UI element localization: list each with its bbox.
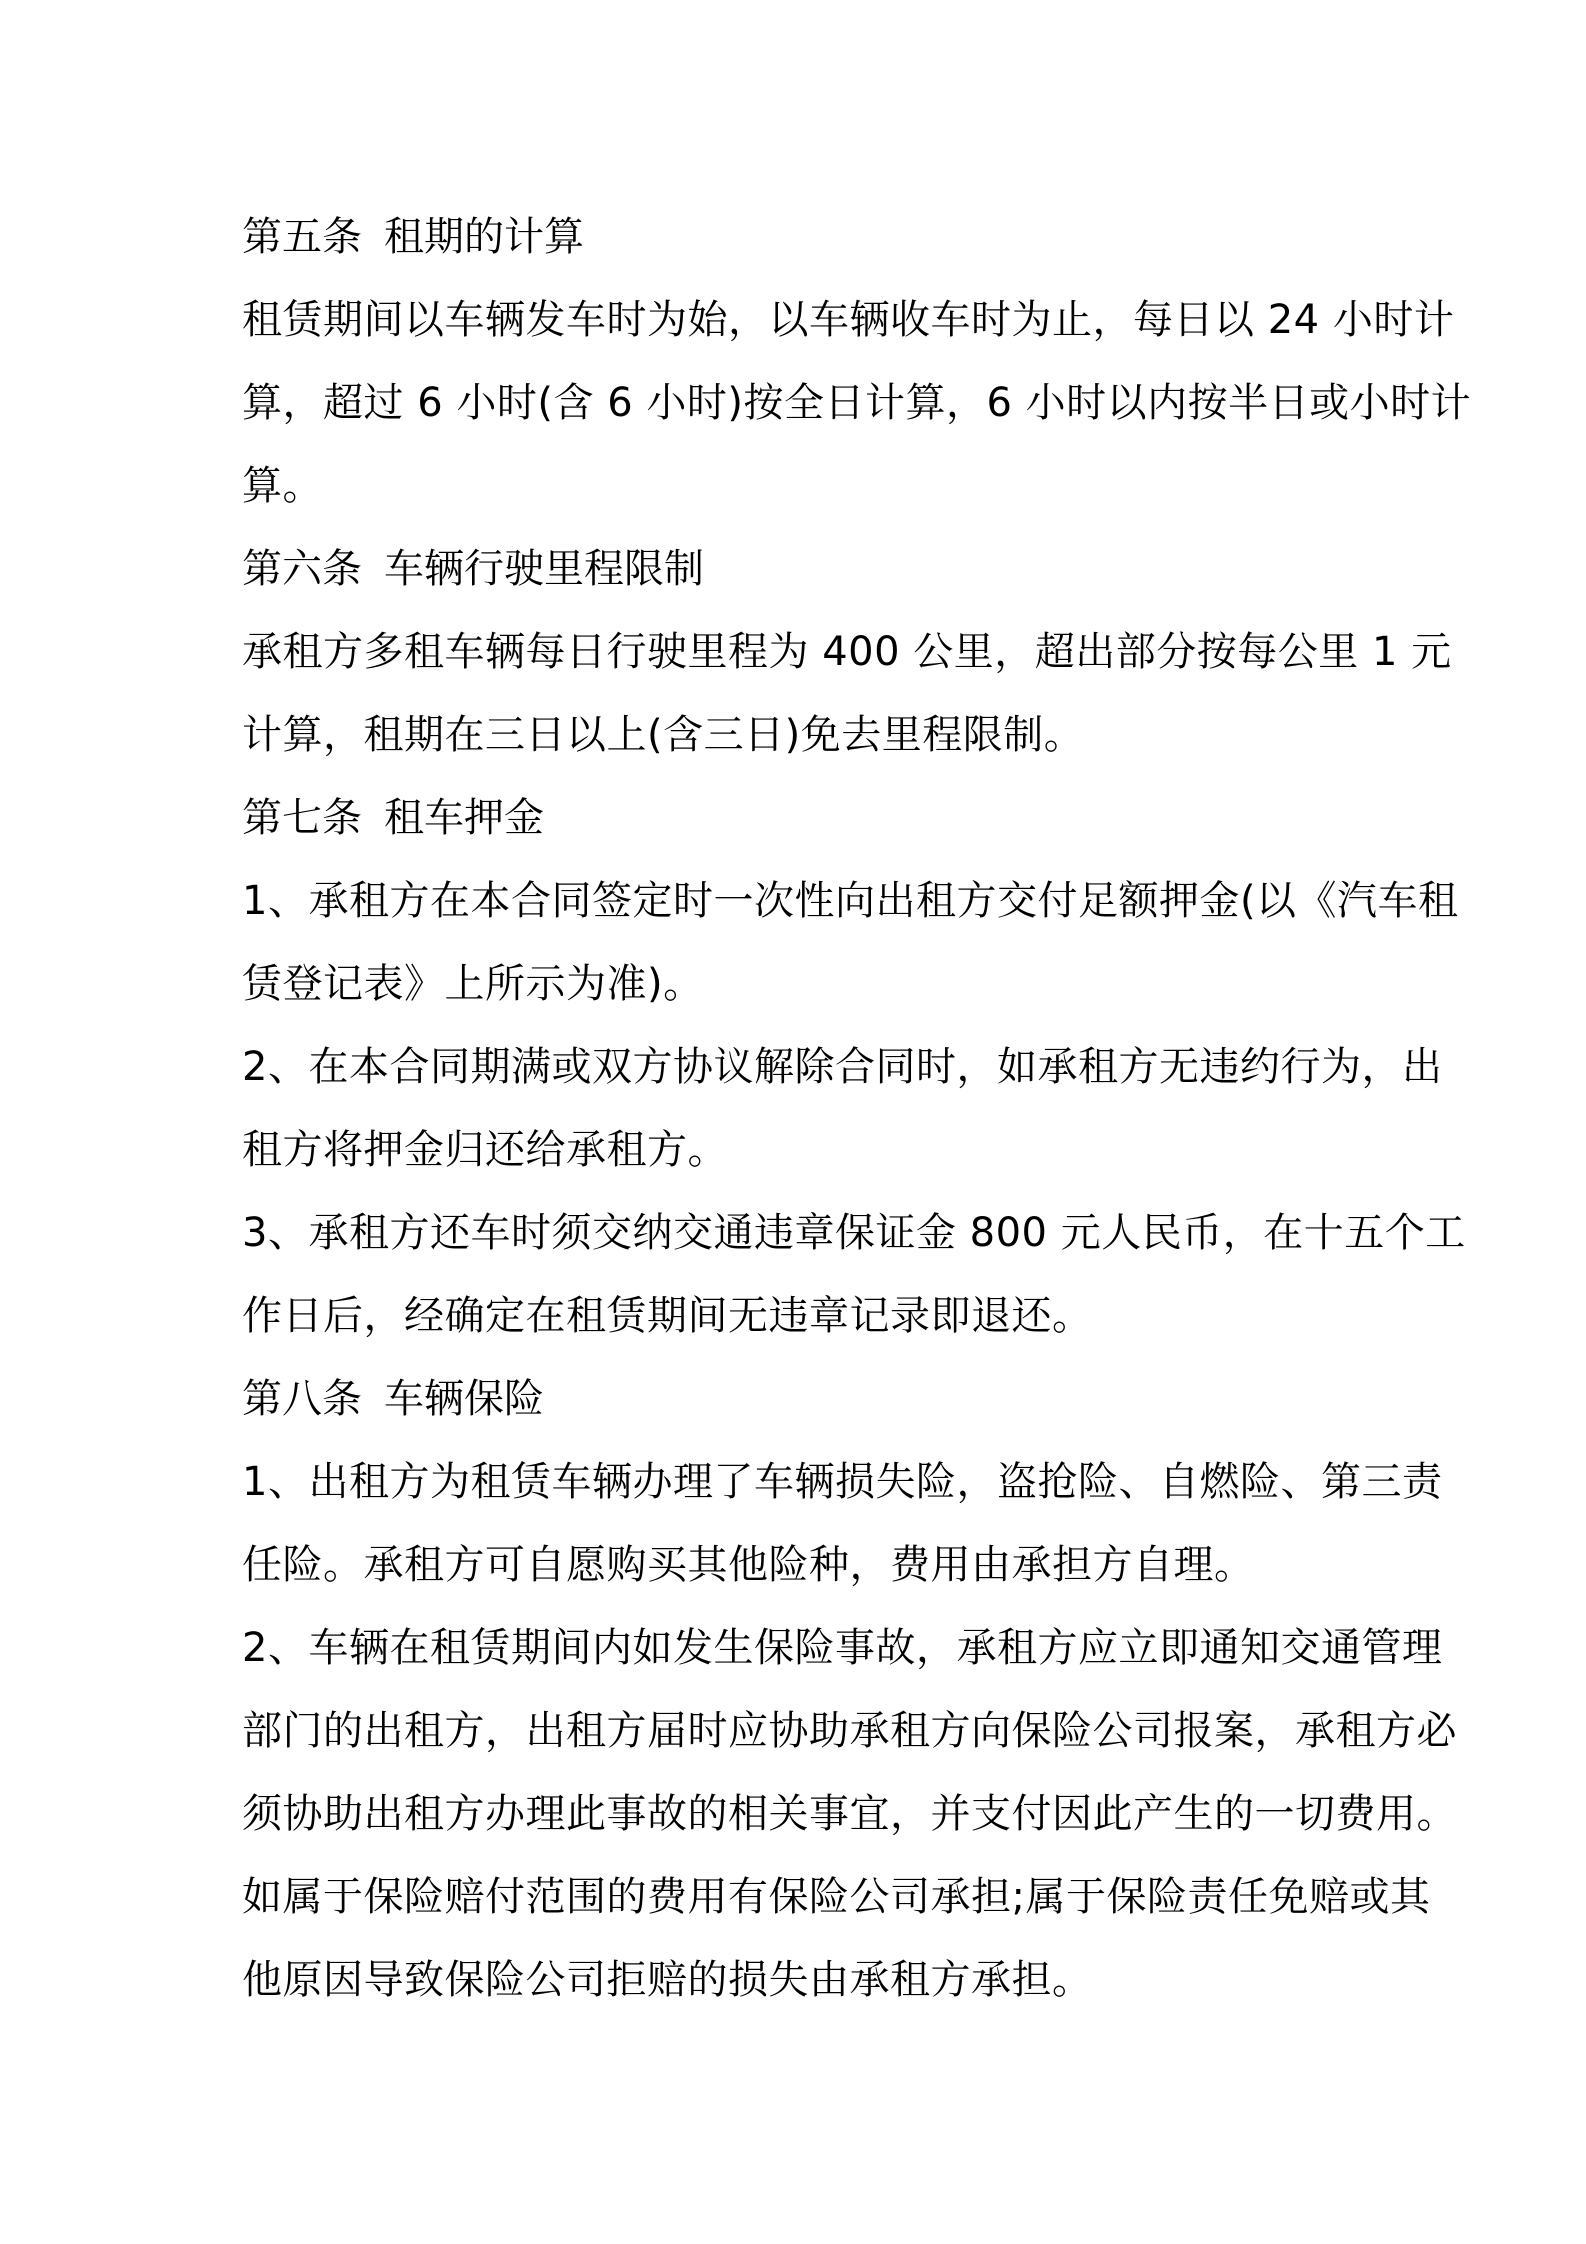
paragraph-line: 部门的出租方，出租方届时应协助承租方向保险公司报案，承租方必	[242, 1708, 1457, 1754]
article-heading	[242, 1358, 1358, 1441]
contract-body	[242, 196, 1472, 2022]
paragraph-line: 2、车辆在租赁期间内如发生保险事故，承租方应立即通知交通管理	[242, 1625, 1443, 1671]
paragraph-line: 他原因导致保险公司拒赔的损失由承租方承担。	[242, 1957, 1093, 2003]
paragraph-line: 2、在本合同期满或双方协议解除合同时，如承租方无违约行为，出	[242, 1044, 1443, 1090]
article-heading	[242, 196, 1358, 279]
paragraph-line: 算，超过 6 小时(含 6 小时)按全日计算，6 小时以内按半日或小时计	[242, 380, 1472, 426]
article-5	[242, 196, 1472, 528]
article-6	[242, 528, 1452, 777]
clause-item	[242, 1441, 1443, 1607]
paragraph-line: 作日后，经确定在租赁期间无违章记录即退还。	[242, 1293, 1093, 1339]
article-number: 第七条	[242, 795, 362, 841]
article-7	[242, 777, 1466, 1358]
article-title: 车辆保险	[384, 1376, 544, 1422]
paragraph-line: 3、承租方还车时须交纳交通违章保证金 800 元人民币，在十五个工	[242, 1210, 1466, 1256]
article-number: 第六条	[242, 546, 362, 592]
article-title: 租车押金	[384, 795, 544, 841]
article-title: 车辆行驶里程限制	[384, 546, 704, 592]
paragraph-line: 计算，租期在三日以上(含三日)免去里程限制。	[242, 712, 1085, 758]
article-title: 租期的计算	[384, 214, 584, 260]
paragraph-line: 租方将押金归还给承租方。	[242, 1127, 728, 1173]
article-8	[242, 1358, 1457, 2022]
article-heading	[242, 777, 1358, 860]
clause-item	[242, 1192, 1466, 1358]
paragraph-line: 赁登记表》上所示为准)。	[242, 961, 704, 1007]
paragraph-line: 租赁期间以车辆发车时为始，以车辆收车时为止，每日以 24 小时计	[242, 297, 1455, 343]
paragraph-line: 如属于保险赔付范围的费用有保险公司承担;属于保险责任免赔或其	[242, 1874, 1431, 1920]
paragraph-line: 1、出租方为租赁车辆办理了车辆损失险，盗抢险、自燃险、第三责	[242, 1459, 1443, 1505]
clause-item	[242, 1026, 1443, 1192]
article-heading	[242, 528, 1358, 611]
article-number: 第五条	[242, 214, 362, 260]
paragraph-line: 算。	[242, 463, 323, 509]
paragraph-line: 承租方多租车辆每日行驶里程为 400 公里，超出部分按每公里 1 元	[242, 629, 1452, 675]
clause-item	[242, 860, 1459, 1026]
clause-item	[242, 1607, 1457, 2022]
paragraph-line: 须协助出租方办理此事故的相关事宜，并支付因此产生的一切费用。	[242, 1791, 1457, 1837]
article-number: 第八条	[242, 1376, 362, 1422]
paragraph-line: 任险。承租方可自愿购买其他险种，费用由承担方自理。	[242, 1542, 1255, 1588]
paragraph-line: 1、承租方在本合同签定时一次性向出租方交付足额押金(以《汽车租	[242, 878, 1459, 924]
